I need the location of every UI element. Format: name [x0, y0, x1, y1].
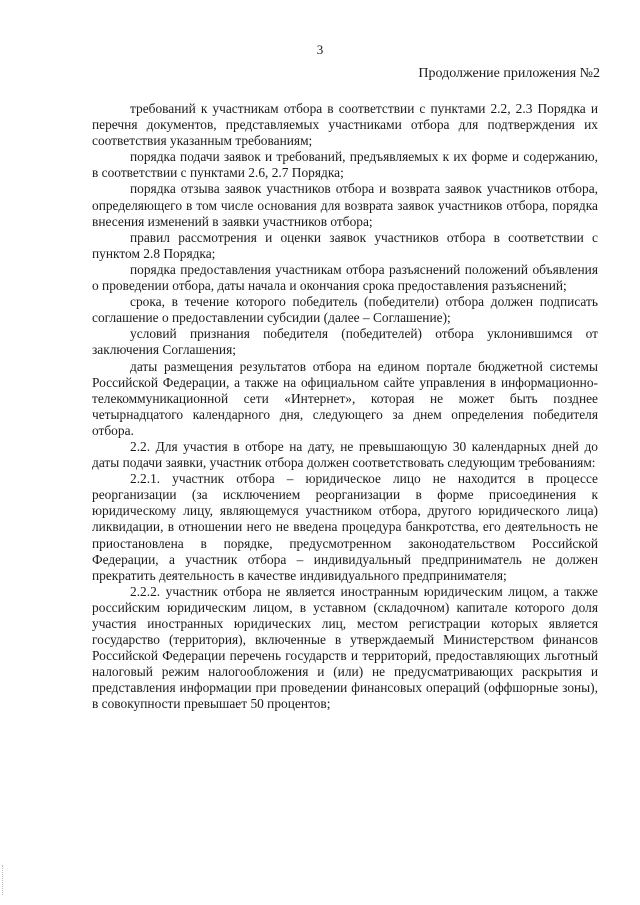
paragraph: порядка отзыва заявок участников отбора и возврата заявок участников отбора, определяющего в том числе основания для возврата заявок участников отбора, порядка внесения изменений в заявки участников отбора;: [92, 181, 598, 229]
paragraph: 2.2. Для участия в отборе на дату, не превышающую 30 календарных дней до даты подачи заявки, участник отбора должен соответствовать следующим требованиям:: [92, 438, 598, 471]
paragraph: порядка предоставления участникам отбора разъяснений положений объявления о проведении отбора, даты начала и окончания срока предоставления разъяснений;: [92, 261, 598, 294]
paragraph: порядка подачи заявок и требований, предъявляемых к их форме и содержанию, в соответствии с пунктами 2.6, 2.7 Порядка;: [92, 149, 598, 181]
paragraph: требований к участникам отбора в соответствии с пунктами 2.2, 2.3 Порядка и перечня документов, представляемых участниками отбора для подтверждения их соответствия указанным требованиям;: [92, 101, 598, 149]
appendix-continuation-note: Продолжение приложения №2: [418, 66, 600, 81]
paragraph: правил рассмотрения и оценки заявок участников отбора в соответствии с пунктом 2.8 Порядка;: [92, 229, 598, 261]
paragraph: 2.2.1. участник отбора – юридическое лицо не находится в процессе реорганизации (за исключением реорганизации в форме присоединения к юридическому лицу, являющемуся участником отбора, другого юридического лица) ликвидации, в отношении него не введена процедура банкротства, его деятельность не приостановлена в порядке, предусмотренном законодательством Российской Федерации, а участник отбора – индивидуальный предприниматель не должен прекратить деятельность в качестве индивидуального предпринимателя;: [92, 471, 598, 583]
paragraph: срока, в течение которого победитель (победители) отбора должен подписать соглашение о предоставлении субсидии (далее – Соглашение);: [92, 294, 598, 326]
document-body: [92, 101, 598, 713]
paragraph: даты размещения результатов отбора на едином портале бюджетной системы Российской Федерации, а также на официальном сайте управления в информационно-телекоммуникационной сети «Интернет», которая не может быть позднее четырнадцатого календарного дня, следующего за днем определения победителя отбора.: [92, 358, 598, 438]
scan-edge-mark: [2, 865, 7, 895]
paragraph: условий признания победителя (победителей) отбора уклонившимся от заключения Соглашения;: [92, 326, 598, 358]
page-number: 3: [316, 42, 324, 57]
paragraph: 2.2.2. участник отбора не является иностранным юридическим лицом, а также российским юридическим лицом, в уставном (складочном) капитале которого доля участия иностранных юридических лиц, местом регистрации которых является государство (территория), включенные в утверждаемый Министерством финансов Российской Федерации перечень государств и территорий, предоставляющих льготный налоговый режим налогообложения и (или) не предусматривающих раскрытия и представления информации при проведении финансовых операций (оффшорные зоны), в совокупности превышает 50 процентов;: [92, 583, 598, 712]
